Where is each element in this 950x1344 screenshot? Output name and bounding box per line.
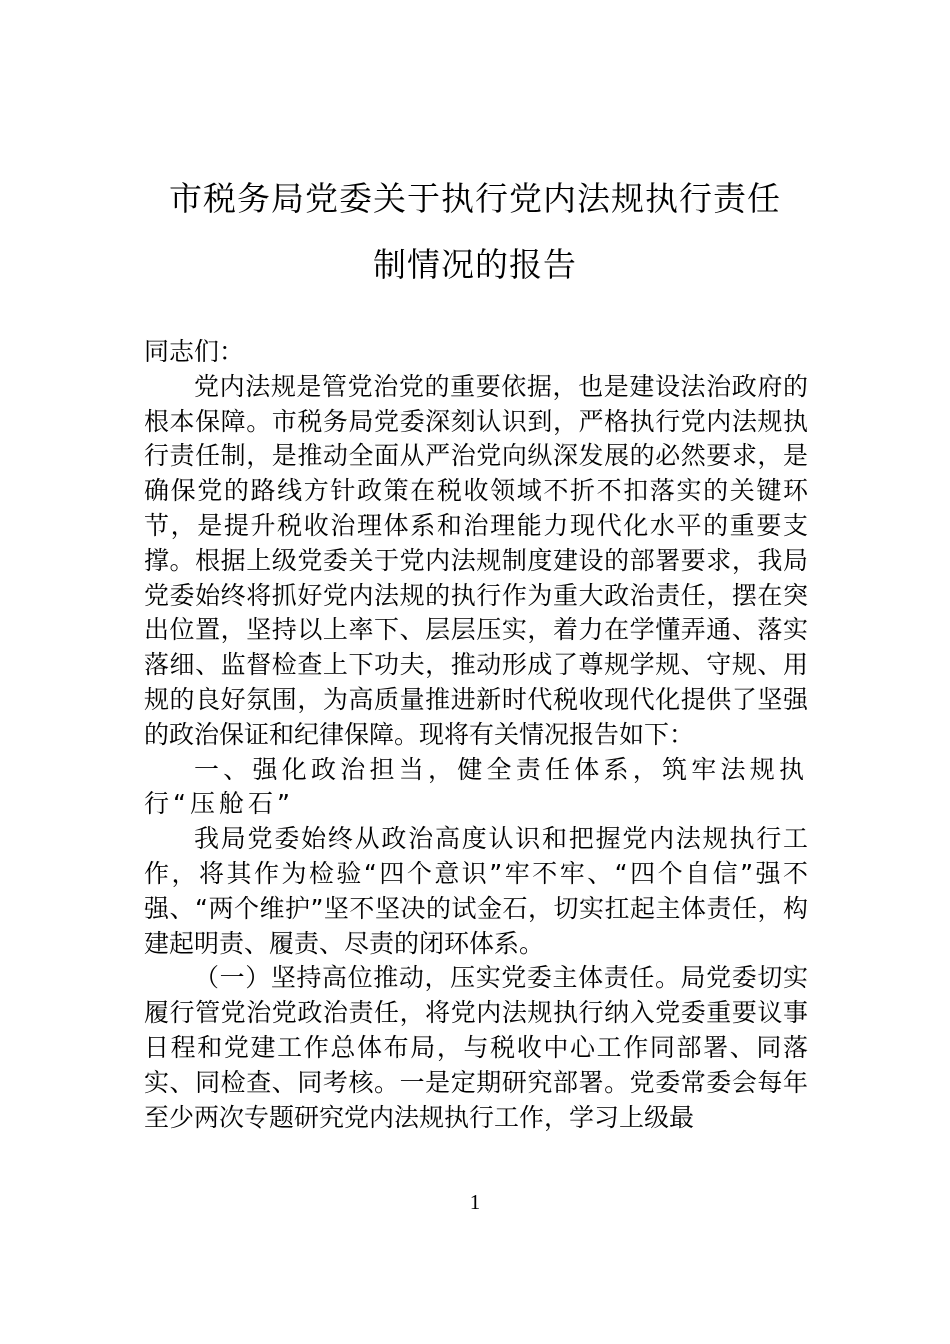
document-title: [140, 166, 810, 298]
page-number: 1: [469, 1190, 481, 1214]
body-paragraph: 我局党委始终从政治高度认识和把握党内法规执行工作，将其作为检验“四个意识”牢不牢、“四个自信”强不强、“两个维护”坚不坚决的试金石，切实扛起主体责任，构建起明责、履责、尽责的闭环体系。: [144, 824, 808, 958]
intro-paragraph: 党内法规是管党治党的重要依据，也是建设法治政府的根本保障。市税务局党委深刻认识到，严格执行党内法规执行责任制，是推动全面从严治党向纵深发展的必然要求，是确保党的路线方针政策在税收领域不折不扣落实的关键环节，是提升税收治理体系和治理能力现代化水平的重要支撑。根据上级党委关于党内法规制度建设的部署要求，我局党委始终将抓好党内法规的执行作为重大政治责任，摆在突出位置，坚持以上率下、层层压实，着力在学懂弄通、落实落细、监督检查上下功夫，推动形成了尊规学规、守规、用规的良好氛围，为高质量推进新时代税收现代化提供了坚强的政治保证和纪律保障。现将有关情况报告如下：: [144, 371, 808, 749]
salutation: 同志们：: [144, 337, 245, 366]
subsection-paragraph: （一）坚持高位推动，压实党委主体责任。局党委切实履行管党治党政治责任，将党内法规执行纳入党委重要议事日程和党建工作总体布局，与税收中心工作同部署、同落实、同检查、同考核。一是定期研究部署。党委常委会每年至少两次专题研究党内法规执行工作，学习上级最: [144, 963, 808, 1132]
title-line-1: 市税务局党委关于执行党内法规执行责任: [169, 179, 781, 218]
section-heading: 一、强化政治担当，健全责任体系，筑牢法规执行“压舱石”: [144, 754, 808, 819]
title-line-2: 制情况的报告: [373, 245, 577, 284]
document-body: [144, 335, 808, 1135]
